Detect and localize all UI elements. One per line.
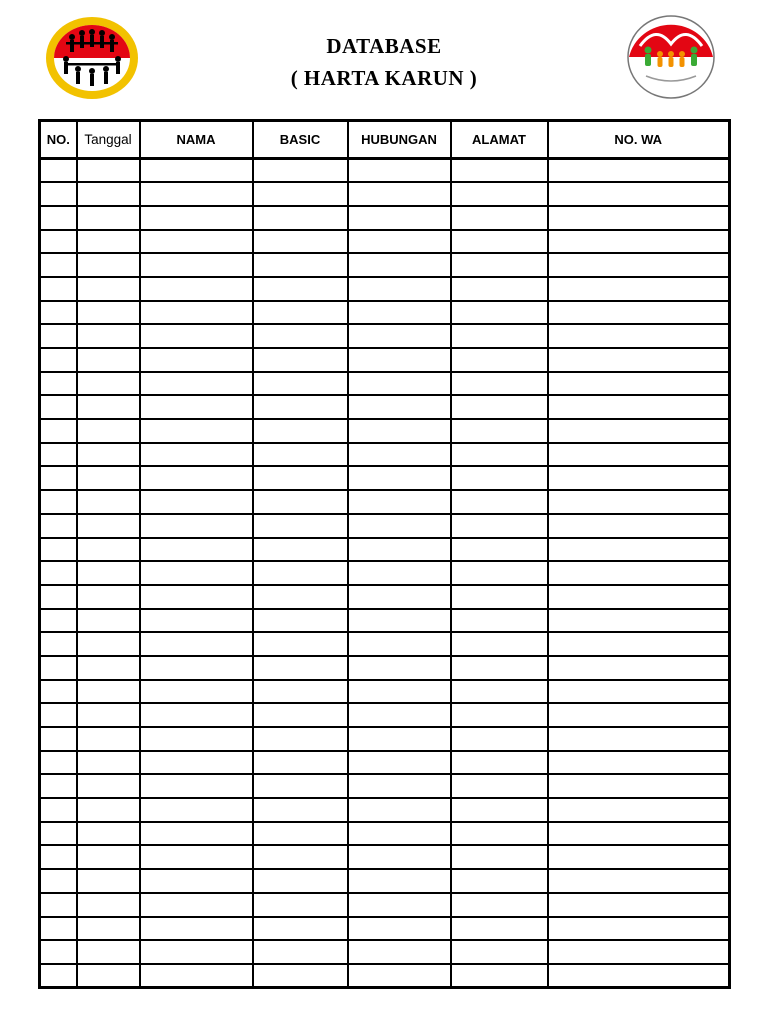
table-cell[interactable] [451,443,548,467]
table-cell[interactable] [40,845,77,869]
table-cell[interactable] [348,656,451,680]
table-cell[interactable] [348,301,451,325]
table-cell[interactable] [140,751,253,775]
table-cell[interactable] [77,585,140,609]
table-cell[interactable] [451,253,548,277]
table-cell[interactable] [77,348,140,372]
table-cell[interactable] [451,538,548,562]
table-cell[interactable] [77,917,140,941]
table-cell[interactable] [548,419,730,443]
table-row [40,727,730,751]
table-cell[interactable] [451,561,548,585]
table-cell[interactable] [548,206,730,230]
table-cell[interactable] [140,632,253,656]
table-cell[interactable] [40,703,77,727]
table-cell[interactable] [40,253,77,277]
table-cell[interactable] [77,301,140,325]
table-cell[interactable] [140,230,253,254]
table-cell[interactable] [348,159,451,183]
table-cell[interactable] [253,348,348,372]
table-cell[interactable] [77,514,140,538]
table-cell[interactable] [40,822,77,846]
table-cell[interactable] [140,538,253,562]
table-cell[interactable] [548,798,730,822]
table-row [40,466,730,490]
table-cell[interactable] [451,395,548,419]
column-header-basic: BASIC [253,121,348,159]
title-line-2: ( HARTA KARUN ) [290,66,478,90]
table-cell[interactable] [140,301,253,325]
table-row [40,324,730,348]
table-cell[interactable] [253,419,348,443]
table-cell[interactable] [451,490,548,514]
table-cell[interactable] [348,253,451,277]
table-cell[interactable] [40,348,77,372]
table-cell[interactable] [40,182,77,206]
table-cell[interactable] [548,395,730,419]
table-cell[interactable] [548,940,730,964]
table-cell[interactable] [140,727,253,751]
table-cell[interactable] [140,893,253,917]
table-row [40,230,730,254]
table-cell[interactable] [77,609,140,633]
table-cell[interactable] [77,656,140,680]
table-cell[interactable] [77,561,140,585]
table-cell[interactable] [77,845,140,869]
table-cell[interactable] [548,514,730,538]
table-cell[interactable] [140,585,253,609]
table-row [40,680,730,704]
table-row [40,798,730,822]
table-cell[interactable] [548,182,730,206]
table-row [40,964,730,988]
table-cell[interactable] [140,490,253,514]
table-cell[interactable] [253,845,348,869]
table-cell[interactable] [348,561,451,585]
table-cell[interactable] [40,277,77,301]
table-cell[interactable] [451,372,548,396]
table-cell[interactable] [40,466,77,490]
table-cell[interactable] [348,490,451,514]
table-cell[interactable] [348,798,451,822]
table-cell[interactable] [253,372,348,396]
table-cell[interactable] [140,680,253,704]
table-cell[interactable] [253,869,348,893]
table-cell[interactable] [348,917,451,941]
column-header-alamat: ALAMAT [451,121,548,159]
table-cell[interactable] [548,466,730,490]
table-cell[interactable] [77,680,140,704]
table-cell[interactable] [348,845,451,869]
table-cell[interactable] [348,372,451,396]
table-cell[interactable] [140,324,253,348]
table-cell[interactable] [40,490,77,514]
table-cell[interactable] [40,917,77,941]
table-cell[interactable] [40,514,77,538]
table-cell[interactable] [40,869,77,893]
table-cell[interactable] [451,964,548,988]
table-cell[interactable] [253,490,348,514]
table-cell[interactable] [140,372,253,396]
table-cell[interactable] [40,372,77,396]
table-row [40,561,730,585]
table-cell[interactable] [348,751,451,775]
table-row [40,348,730,372]
table-cell[interactable] [548,490,730,514]
table-row [40,443,730,467]
table-cell[interactable] [548,443,730,467]
table-cell[interactable] [348,182,451,206]
table-cell[interactable] [77,253,140,277]
table-cell[interactable] [548,751,730,775]
table-cell[interactable] [548,632,730,656]
table-cell[interactable] [348,869,451,893]
table-cell[interactable] [140,609,253,633]
table-row [40,703,730,727]
table-cell[interactable] [348,727,451,751]
table-cell[interactable] [77,703,140,727]
table-cell[interactable] [253,751,348,775]
table-cell[interactable] [548,964,730,988]
table-cell[interactable] [140,869,253,893]
table-cell[interactable] [348,206,451,230]
table-cell[interactable] [348,466,451,490]
table-cell[interactable] [140,845,253,869]
table-cell[interactable] [253,395,348,419]
table-cell[interactable] [548,680,730,704]
table-cell[interactable] [40,774,77,798]
table-cell[interactable] [253,964,348,988]
table-cell[interactable] [140,798,253,822]
column-header-no: NO. [40,121,77,159]
table-cell[interactable] [40,751,77,775]
table-cell[interactable] [140,514,253,538]
table-cell[interactable] [77,159,140,183]
table-cell[interactable] [140,917,253,941]
table-row [40,632,730,656]
column-header-nama: NAMA [140,121,253,159]
column-header-no-wa: NO. WA [548,121,730,159]
table-cell[interactable] [140,159,253,183]
table-row [40,277,730,301]
table-cell[interactable] [548,609,730,633]
header-row [40,121,730,159]
table-cell[interactable] [77,893,140,917]
table-cell[interactable] [451,277,548,301]
table-cell[interactable] [253,609,348,633]
table-cell[interactable] [253,301,348,325]
table-row [40,419,730,443]
table-cell[interactable] [40,443,77,467]
table-cell[interactable] [253,466,348,490]
table-cell[interactable] [140,774,253,798]
table-cell[interactable] [348,230,451,254]
table-cell[interactable] [451,940,548,964]
table-cell[interactable] [548,703,730,727]
table-cell[interactable] [40,538,77,562]
table-row [40,845,730,869]
table-cell[interactable] [348,348,451,372]
table-cell[interactable] [451,869,548,893]
table-cell[interactable] [140,964,253,988]
table-cell[interactable] [140,561,253,585]
table-cell[interactable] [451,845,548,869]
table-cell[interactable] [548,348,730,372]
table-cell[interactable] [77,466,140,490]
table-cell[interactable] [253,798,348,822]
table-cell[interactable] [548,845,730,869]
column-header-hubungan: HUBUNGAN [348,121,451,159]
table-cell[interactable] [451,798,548,822]
table-row [40,514,730,538]
table-cell[interactable] [348,395,451,419]
table-cell[interactable] [253,585,348,609]
table-cell[interactable] [40,656,77,680]
table-cell[interactable] [77,419,140,443]
table-cell[interactable] [451,348,548,372]
table-row [40,609,730,633]
table-cell[interactable] [40,419,77,443]
table-cell[interactable] [451,680,548,704]
table-cell[interactable] [348,538,451,562]
table-cell[interactable] [548,159,730,183]
table-cell[interactable] [451,514,548,538]
table-cell[interactable] [451,656,548,680]
table-cell[interactable] [451,917,548,941]
table-row [40,774,730,798]
table-cell[interactable] [77,774,140,798]
table-cell[interactable] [140,822,253,846]
table-cell[interactable] [77,798,140,822]
table-cell[interactable] [40,206,77,230]
table-cell[interactable] [451,609,548,633]
table-cell[interactable] [548,727,730,751]
table-cell[interactable] [548,372,730,396]
table-cell[interactable] [348,443,451,467]
table-cell[interactable] [77,395,140,419]
table-row [40,893,730,917]
table-cell[interactable] [548,774,730,798]
table-cell[interactable] [140,277,253,301]
table-row [40,490,730,514]
table-cell[interactable] [548,561,730,585]
table-cell[interactable] [140,703,253,727]
table-cell[interactable] [40,159,77,183]
table-cell[interactable] [40,798,77,822]
table-cell[interactable] [77,964,140,988]
table-row [40,917,730,941]
table-cell[interactable] [77,751,140,775]
table-row [40,538,730,562]
table-cell[interactable] [548,893,730,917]
table-cell[interactable] [77,822,140,846]
table-row [40,869,730,893]
table-cell[interactable] [451,301,548,325]
table-cell[interactable] [40,680,77,704]
table-row [40,301,730,325]
table-cell[interactable] [253,206,348,230]
table-cell[interactable] [77,538,140,562]
table-cell[interactable] [253,680,348,704]
table-cell[interactable] [348,703,451,727]
table-cell[interactable] [140,395,253,419]
table-cell[interactable] [77,230,140,254]
table-cell[interactable] [548,253,730,277]
table-cell[interactable] [40,324,77,348]
table-cell[interactable] [77,632,140,656]
table-cell[interactable] [253,277,348,301]
table-cell[interactable] [40,893,77,917]
table-cell[interactable] [253,822,348,846]
table-row [40,751,730,775]
table-cell[interactable] [548,230,730,254]
table-row [40,395,730,419]
table-cell[interactable] [77,490,140,514]
table-cell[interactable] [348,822,451,846]
table-row [40,822,730,846]
table-row [40,253,730,277]
table-cell[interactable] [40,632,77,656]
table-cell[interactable] [548,277,730,301]
table-cell[interactable] [140,443,253,467]
table-cell[interactable] [348,585,451,609]
table-cell[interactable] [40,301,77,325]
table-row [40,656,730,680]
table-cell[interactable] [348,940,451,964]
table-cell[interactable] [253,561,348,585]
table-cell[interactable] [77,372,140,396]
table-cell[interactable] [451,419,548,443]
table-cell[interactable] [140,419,253,443]
table-cell[interactable] [451,822,548,846]
table-row [40,372,730,396]
table-cell[interactable] [348,632,451,656]
table-cell[interactable] [253,182,348,206]
table-cell[interactable] [40,727,77,751]
table-body [40,159,730,988]
table-cell[interactable] [140,253,253,277]
table-cell[interactable] [77,443,140,467]
table-cell[interactable] [451,466,548,490]
table-cell[interactable] [548,822,730,846]
table-cell[interactable] [348,774,451,798]
table-cell[interactable] [77,324,140,348]
table-cell[interactable] [253,774,348,798]
table-cell[interactable] [253,230,348,254]
table-cell[interactable] [253,940,348,964]
table-cell[interactable] [77,869,140,893]
table-cell[interactable] [451,230,548,254]
table-cell[interactable] [253,253,348,277]
table-cell[interactable] [77,182,140,206]
table-cell[interactable] [253,159,348,183]
table-cell[interactable] [40,230,77,254]
table-cell[interactable] [348,277,451,301]
table-cell[interactable] [348,419,451,443]
table-cell[interactable] [548,538,730,562]
table-cell[interactable] [140,348,253,372]
table-cell[interactable] [451,585,548,609]
table-cell[interactable] [140,940,253,964]
table-cell[interactable] [548,324,730,348]
table-cell[interactable] [77,940,140,964]
table-cell[interactable] [77,727,140,751]
table-cell[interactable] [348,680,451,704]
table-cell[interactable] [348,514,451,538]
table-cell[interactable] [140,206,253,230]
table-cell[interactable] [253,514,348,538]
table-cell[interactable] [253,893,348,917]
table-cell[interactable] [140,656,253,680]
table-cell[interactable] [548,585,730,609]
table-cell[interactable] [451,324,548,348]
table-cell[interactable] [451,751,548,775]
table-cell[interactable] [548,917,730,941]
table-cell[interactable] [40,609,77,633]
table-row [40,585,730,609]
table-cell[interactable] [77,277,140,301]
page-title [0,30,768,94]
table-cell[interactable] [548,869,730,893]
table-cell[interactable] [548,656,730,680]
table-cell[interactable] [40,940,77,964]
table-cell[interactable] [348,609,451,633]
table-cell[interactable] [348,324,451,348]
table-row [40,206,730,230]
table-cell[interactable] [451,703,548,727]
table-cell[interactable] [40,585,77,609]
table-row [40,940,730,964]
table-cell[interactable] [548,301,730,325]
database-table [38,119,731,989]
table-cell[interactable] [348,964,451,988]
table-cell[interactable] [253,917,348,941]
table-cell[interactable] [253,656,348,680]
table-cell[interactable] [253,727,348,751]
table-cell[interactable] [253,632,348,656]
table-cell[interactable] [451,774,548,798]
table-cell[interactable] [348,893,451,917]
table-cell[interactable] [451,727,548,751]
table-row [40,182,730,206]
table-cell[interactable] [40,964,77,988]
table-cell[interactable] [253,538,348,562]
table-cell[interactable] [451,632,548,656]
table-cell[interactable] [451,893,548,917]
column-header-tanggal: Tanggal [77,121,140,159]
table-cell[interactable] [253,703,348,727]
table-cell[interactable] [253,443,348,467]
table-cell[interactable] [451,159,548,183]
table-cell[interactable] [451,182,548,206]
title-line-1: DATABASE [326,34,442,58]
table-cell[interactable] [451,206,548,230]
table-cell[interactable] [40,561,77,585]
table-cell[interactable] [140,182,253,206]
table-cell[interactable] [140,466,253,490]
table-cell[interactable] [40,395,77,419]
table-cell[interactable] [77,206,140,230]
table-row [40,159,730,183]
table-cell[interactable] [253,324,348,348]
